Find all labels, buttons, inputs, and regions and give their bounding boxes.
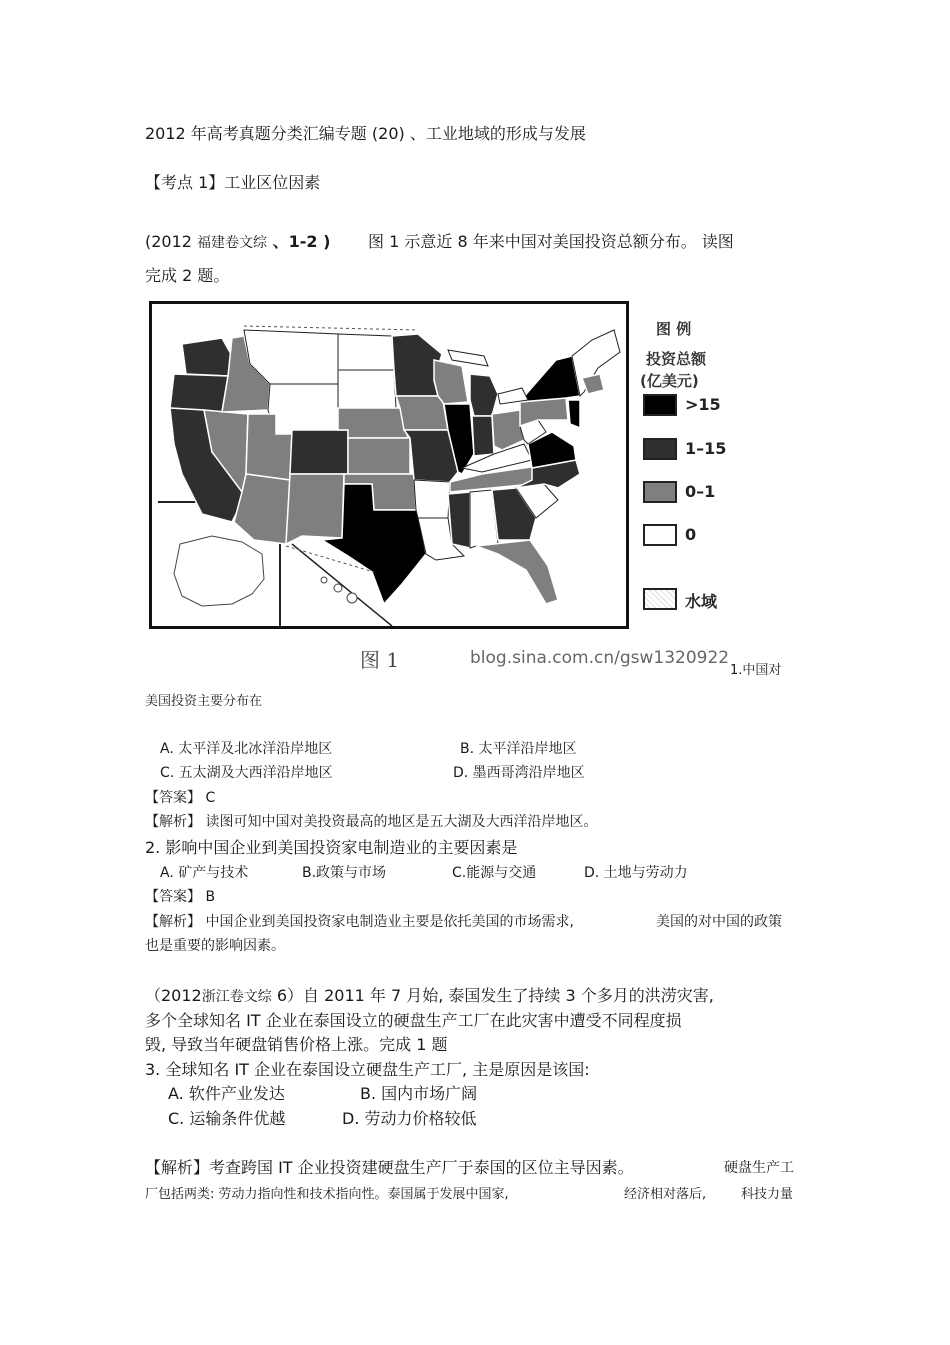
q3-option-c: C. 运输条件优越 <box>168 1109 286 1128</box>
state-new-york <box>520 356 580 402</box>
q3-option-d: D. 劳动力价格较低 <box>342 1109 477 1128</box>
legend-unit: (亿美元) <box>640 372 699 390</box>
legend-label-0: 0 <box>685 525 697 544</box>
state-north-dakota <box>338 334 394 370</box>
state-wisconsin <box>434 360 468 404</box>
q2-answer: 【答案】 B <box>145 889 216 905</box>
q2-option-a: A. 矿产与技术 <box>160 865 249 881</box>
state-kansas <box>348 438 410 474</box>
zhejiang-source: 浙江卷文综 <box>201 989 272 1005</box>
legend-title: 图 例 <box>656 320 692 338</box>
state-nebraska <box>338 408 408 438</box>
state-massachusetts <box>582 374 604 394</box>
q2-analysis-line1: 【解析】 中国企业到美国投资家电制造业主要是依托美国的市场需求, <box>145 914 574 930</box>
q1-stem-part-a: 1.中国对 <box>730 663 782 678</box>
q1-answer: 【答案】 C <box>145 790 216 806</box>
legend-swatch-1-15 <box>643 438 677 460</box>
legend-label-gt15: >15 <box>685 395 721 414</box>
q2-option-d: D. 土地与劳动力 <box>584 865 688 881</box>
state-pennsylvania <box>520 398 568 426</box>
q2-stem: 2. 影响中国企业到美国投资家电制造业的主要因素是 <box>145 838 518 857</box>
q1-option-c: C. 五太湖及大西洋沿岸地区 <box>160 765 333 781</box>
q3-stem: 3. 全球知名 IT 企业在泰国设立硬盘生产工厂, 主是原因是该国: <box>145 1060 590 1079</box>
legend-label-water: 水域 <box>685 592 718 611</box>
q1-option-a: A. 太平洋及北冰洋沿岸地区 <box>160 741 333 757</box>
intro-open: (2012 <box>145 232 198 251</box>
state-washington <box>182 338 232 376</box>
state-oregon <box>170 374 228 412</box>
q3-analysis-line2c: 科技力量 <box>741 1187 794 1202</box>
q1-stem-part-b: 美国投资主要分布在 <box>145 694 263 709</box>
state-mississippi <box>448 492 470 548</box>
state-wyoming <box>268 384 338 434</box>
q3-analysis-line1: 【解析】考查跨国 IT 企业投资建硬盘生产厂于泰国的区位主导因素。 <box>145 1158 634 1177</box>
legend-swatch-0-1 <box>643 481 677 503</box>
hawaii-island-1 <box>321 577 327 583</box>
us-investment-map <box>149 301 629 629</box>
alaska-shape <box>174 536 264 606</box>
q2-option-c: C.能源与交通 <box>452 865 537 881</box>
state-ohio <box>492 410 524 450</box>
zhejiang-line3: 毁, 导致当年硬盘销售价格上涨。完成 1 题 <box>145 1035 448 1054</box>
zhejiang-year: （2012 <box>145 986 202 1005</box>
figure-caption: 图 1 <box>360 648 400 672</box>
state-new-mexico <box>286 474 344 544</box>
canada-border <box>244 326 418 330</box>
state-new-jersey <box>568 400 580 428</box>
intro-line <box>145 229 330 252</box>
blog-watermark: blog.sina.com.cn/gsw1320922 <box>470 648 730 668</box>
zhejiang-line2: 多个全球知名 IT 企业在泰国设立的硬盘生产工厂在此灾害中遭受不同程度损 <box>145 1011 682 1030</box>
intro-qrange: 、1-2 ) <box>267 232 331 251</box>
q3-analysis-line2: 厂包括两类: 劳动力指向性和技术指向性。泰国属于发展中国家, <box>145 1187 509 1202</box>
q3-option-a: A. 软件产业发达 <box>168 1084 285 1103</box>
q3-analysis-line1b: 硬盘生产工 <box>724 1160 794 1176</box>
intro-source: 福建卷文综 <box>197 235 268 251</box>
legend-swatch-0 <box>643 524 677 546</box>
legend-swatch-water <box>643 588 677 610</box>
hawaii-island-3 <box>347 593 357 603</box>
legend-label-0-1: 0–1 <box>685 482 716 501</box>
state-south-dakota <box>338 370 396 408</box>
zhejiang-line1 <box>145 983 714 1006</box>
q1-option-b: B. 太平洋沿岸地区 <box>460 741 577 757</box>
document-title: 2012 年高考真题分类汇编专题 (20) 、工业地域的形成与发展 <box>145 124 586 143</box>
hawaii-island-2 <box>334 584 342 592</box>
map-graphic <box>152 304 626 626</box>
q1-option-d: D. 墨西哥湾沿岸地区 <box>453 765 585 781</box>
state-michigan <box>470 374 498 416</box>
section-heading: 【考点 1】工业区位因素 <box>145 173 321 192</box>
q2-option-b: B.政策与市场 <box>302 865 387 881</box>
state-colorado <box>290 430 348 474</box>
state-indiana <box>472 416 494 456</box>
state-arkansas <box>414 480 450 518</box>
q1-analysis: 【解析】 读图可知中国对美投资最高的地区是五大湖及大西洋沿岸地区。 <box>145 814 598 830</box>
q2-analysis-line2: 也是重要的影响因素。 <box>145 938 285 954</box>
zhejiang-line1-rest: 6）自 2011 年 7 月始, 泰国发生了持续 3 个多月的洪涝灾害, <box>271 986 714 1005</box>
state-florida <box>476 540 558 604</box>
legend-subtitle: 投资总额 <box>646 350 707 368</box>
q3-option-b: B. 国内市场广阔 <box>360 1084 478 1103</box>
state-iowa <box>396 396 448 430</box>
legend-swatch-gt15 <box>643 394 677 416</box>
intro-line2: 完成 2 题。 <box>145 266 230 285</box>
q3-analysis-line2b: 经济相对落后, <box>624 1187 707 1202</box>
q2-analysis-line1b: 美国的对中国的政策 <box>656 914 782 930</box>
intro-description: 图 1 示意近 8 年来中国对美国投资总额分布。 读图 <box>368 232 734 251</box>
legend-label-1-15: 1–15 <box>685 439 727 458</box>
map-legend <box>640 318 740 618</box>
